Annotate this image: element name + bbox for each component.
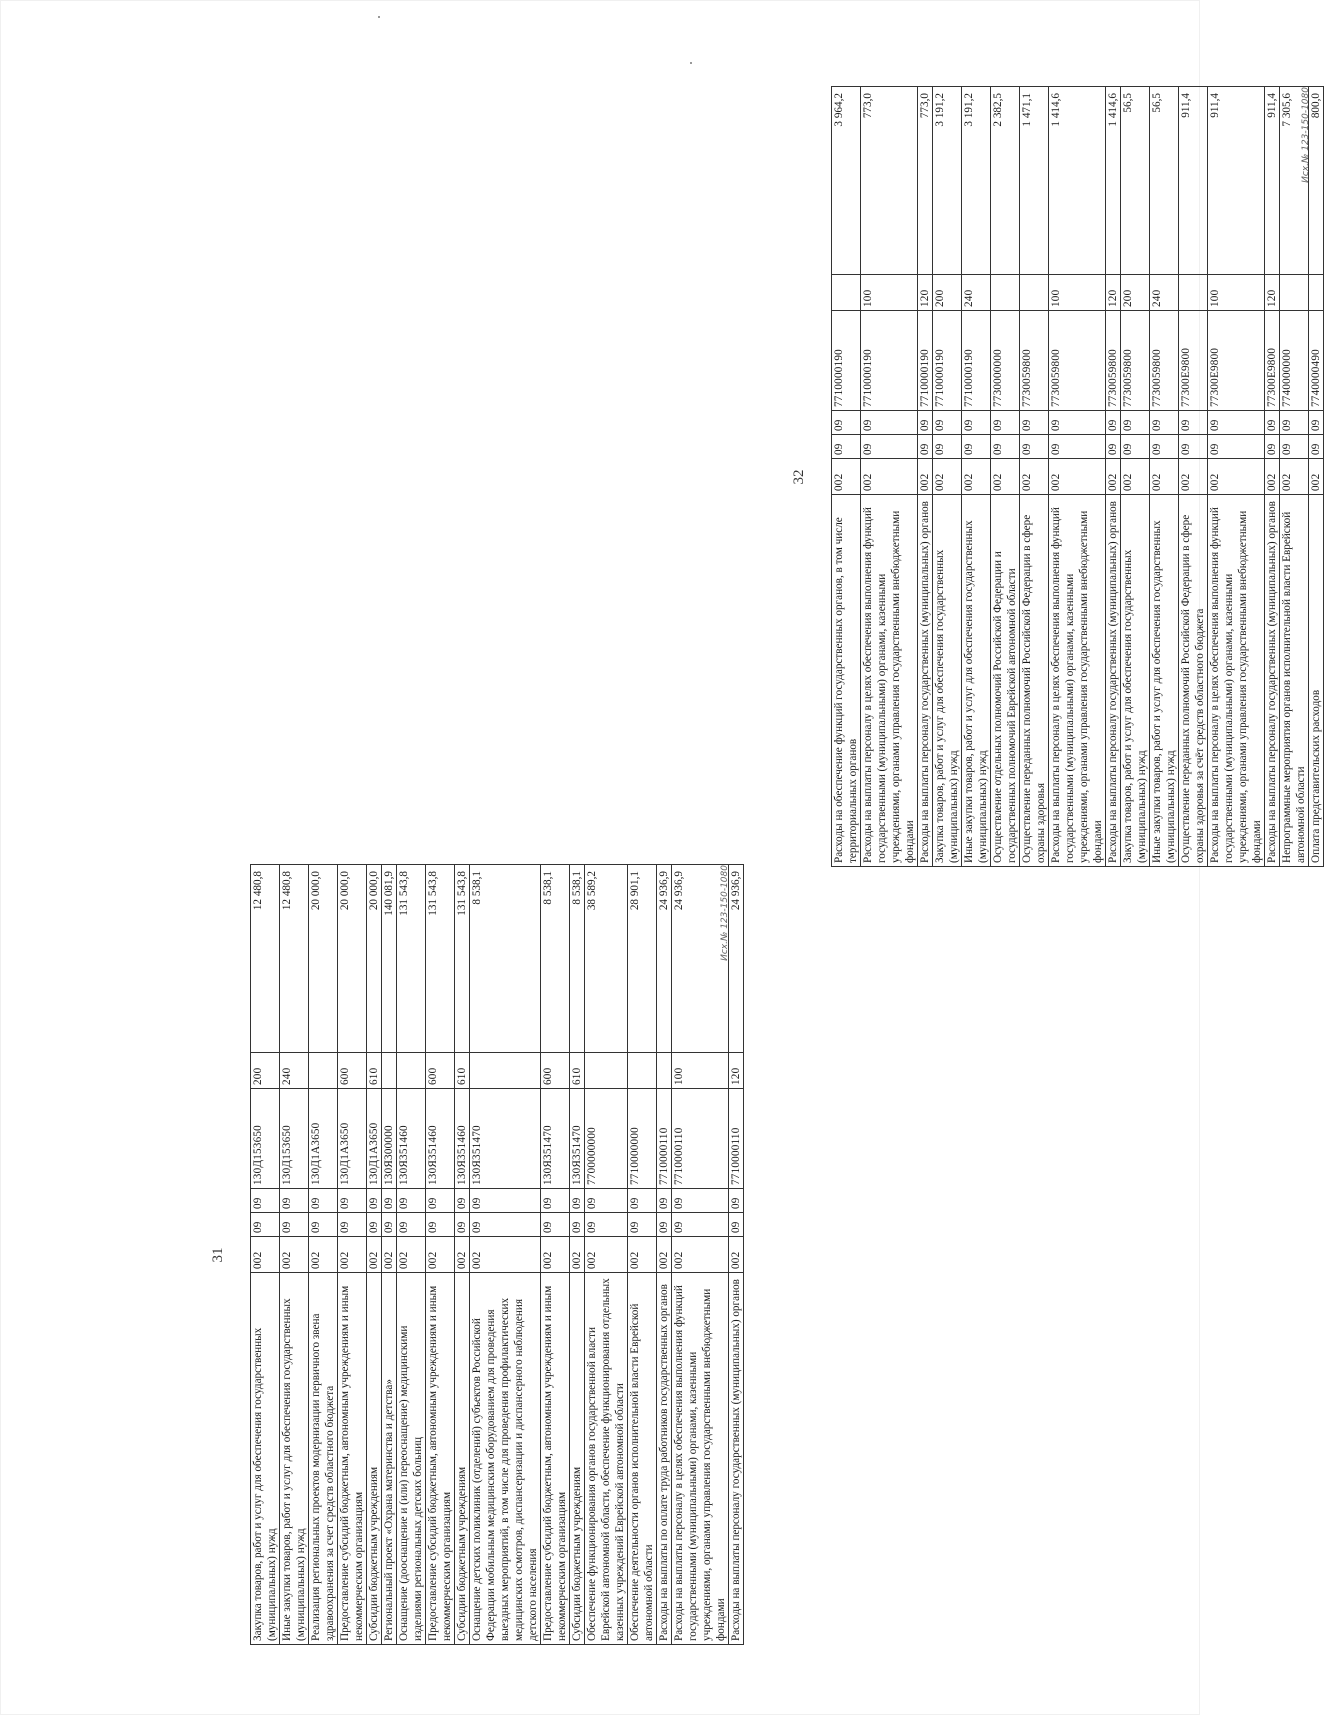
expense-type-cell — [470, 1053, 541, 1089]
section-code-cell: 09 — [1208, 435, 1265, 459]
row-name-cell: Обеспечение деятельности органов исполнительной власти Еврейской автономной области — [628, 1273, 657, 1645]
ved-code-cell: 002 — [1049, 459, 1106, 495]
ved-code-cell: 002 — [1150, 459, 1179, 495]
subsection-code-cell: 09 — [338, 1189, 367, 1213]
ved-code-cell: 002 — [628, 1237, 657, 1273]
expense-type-cell: 600 — [541, 1053, 570, 1089]
row-name-cell: Расходы на выплаты персоналу в целях обеспечения выполнения функций государственными (муниципальными) органами, казенными учреждениями, органами управления государственными внебюджетными фондами — [1049, 495, 1106, 867]
subsection-code-cell: 09 — [367, 1189, 382, 1213]
row-name-cell: Осуществление переданных полномочий Российской Федерации в сфере охраны здоровья за счёт средств областного бюджета — [1179, 495, 1208, 867]
row-name-cell: Иные закупки товаров, работ и услуг для обеспечения государственных (муниципальных) нужд — [1150, 495, 1179, 867]
target-article-cell: 7730059800 — [1106, 311, 1121, 411]
row-name-cell: Расходы на обеспечение функций государственных органов, в том числе территориальных органов — [832, 495, 861, 867]
ved-code-cell: 002 — [1309, 459, 1324, 495]
section-code-cell: 09 — [367, 1213, 382, 1237]
table-row — [1179, 87, 1208, 867]
section-code-cell: 09 — [1309, 435, 1324, 459]
target-article-cell: 7710000190 — [933, 311, 962, 411]
row-name-cell: Закупка товаров, работ и услуг для обеспечения государственных (муниципальных) нужд — [1121, 495, 1150, 867]
amount-cell: 773,0 — [918, 87, 933, 275]
target-article-cell: 130Д1А3650 — [367, 1089, 382, 1189]
section-code-cell: 09 — [1020, 435, 1049, 459]
ved-code-cell: 002 — [991, 459, 1020, 495]
amount-cell: 140 081,9 — [382, 865, 397, 1053]
table-row — [991, 87, 1020, 867]
amount-cell: 131 543,8 — [397, 865, 426, 1053]
amount-cell: 3 191,2 — [933, 87, 962, 275]
section-code-cell: 09 — [672, 1213, 729, 1237]
ved-code-cell: 002 — [570, 1237, 585, 1273]
section-code-cell: 09 — [338, 1213, 367, 1237]
amount-cell: 131 543,8 — [426, 865, 455, 1053]
amount-cell: 8 538,1 — [470, 865, 541, 1053]
expense-type-cell — [832, 275, 861, 311]
section-code-cell: 09 — [729, 1213, 744, 1237]
amount-cell: 24 936,9 — [729, 865, 744, 1053]
table-row — [729, 865, 744, 1645]
row-name-cell: Реализация региональных проектов модернизации первичного звена здравоохранения за счет средств областного бюджета — [309, 1273, 338, 1645]
expense-type-cell: 610 — [455, 1053, 470, 1089]
section-code-cell: 09 — [541, 1213, 570, 1237]
amount-cell: 12 480,8 — [251, 865, 280, 1053]
row-name-cell: Осуществление отдельных полномочий Российской Федерации и государственных полномочий Еврейской автономной области — [991, 495, 1020, 867]
amount-cell: 8 538,1 — [541, 865, 570, 1053]
subsection-code-cell: 09 — [1049, 411, 1106, 435]
section-code-cell: 09 — [397, 1213, 426, 1237]
ved-code-cell: 002 — [933, 459, 962, 495]
table-row — [962, 87, 991, 867]
section-code-cell: 09 — [280, 1213, 309, 1237]
expense-type-cell: 240 — [962, 275, 991, 311]
section-code-cell: 09 — [861, 435, 918, 459]
subsection-code-cell: 09 — [918, 411, 933, 435]
section-code-cell: 09 — [382, 1213, 397, 1237]
row-name-cell: Субсидии бюджетным учреждениям — [455, 1273, 470, 1645]
table-row — [1049, 87, 1106, 867]
table-row — [338, 865, 367, 1645]
target-article-cell: 130Д153650 — [280, 1089, 309, 1189]
subsection-code-cell: 09 — [455, 1189, 470, 1213]
expense-type-cell — [1179, 275, 1208, 311]
row-name-cell: Закупка товаров, работ и услуг для обеспечения государственных (муниципальных) нужд — [933, 495, 962, 867]
ved-code-cell: 002 — [918, 459, 933, 495]
section-code-cell: 09 — [1150, 435, 1179, 459]
amount-cell: 12 480,8 — [280, 865, 309, 1053]
target-article-cell: 7710000110 — [729, 1089, 744, 1189]
amount-cell: 1 414,6 — [1049, 87, 1106, 275]
expense-type-cell — [309, 1053, 338, 1089]
subsection-code-cell: 09 — [1121, 411, 1150, 435]
table-row — [832, 87, 861, 867]
amount-cell: 24 936,9 — [672, 865, 729, 1053]
amount-cell: 773,0 — [861, 87, 918, 275]
scan-speck — [690, 62, 692, 64]
row-name-cell: Расходы на выплаты персоналу государственных (муниципальных) органов — [1106, 495, 1121, 867]
row-name-cell: Расходы на выплаты персоналу в целях обеспечения выполнения функций государственными (муниципальными) органами, казенными учреждениями, органами управления государственными внебюджетными фондами — [861, 495, 918, 867]
row-name-cell: Расходы на выплаты персоналу в целях обеспечения выполнения функций государственными (муниципальными) органами, казенными учреждениями, органами управления государственными внебюджетными фондами — [672, 1273, 729, 1645]
target-article-cell: 7710000000 — [628, 1089, 657, 1189]
table-row — [1280, 87, 1309, 867]
row-name-cell: Расходы на выплаты персоналу государственных (муниципальных) органов — [918, 495, 933, 867]
target-article-cell: 130Я351470 — [570, 1089, 585, 1189]
ved-code-cell: 002 — [657, 1237, 672, 1273]
subsection-code-cell: 09 — [991, 411, 1020, 435]
subsection-code-cell: 09 — [1179, 411, 1208, 435]
subsection-code-cell: 09 — [1150, 411, 1179, 435]
target-article-cell: 7730059800 — [1020, 311, 1049, 411]
expense-type-cell: 600 — [338, 1053, 367, 1089]
table-row — [1150, 87, 1179, 867]
row-name-cell: Региональный проект «Охрана материнства и детства» — [382, 1273, 397, 1645]
target-article-cell: 130Я351470 — [470, 1089, 541, 1189]
section-code-cell: 09 — [426, 1213, 455, 1237]
target-article-cell: 77300Е9800 — [1265, 311, 1280, 411]
table-row — [1020, 87, 1049, 867]
ved-code-cell: 002 — [382, 1237, 397, 1273]
section-code-cell: 09 — [585, 1213, 628, 1237]
row-name-cell: Осуществление переданных полномочий Российской Федерации в сфере охраны здоровья — [1020, 495, 1049, 867]
row-name-cell: Субсидии бюджетным учреждениям — [570, 1273, 585, 1645]
target-article-cell: 130Д1А3650 — [338, 1089, 367, 1189]
target-article-cell: 130Я351460 — [455, 1089, 470, 1189]
subsection-code-cell: 09 — [397, 1189, 426, 1213]
ved-code-cell: 002 — [1121, 459, 1150, 495]
target-article-cell: 7710000190 — [832, 311, 861, 411]
row-name-cell: Предоставление субсидий бюджетным, автономным учреждениям и иным некоммерческим организациям — [541, 1273, 570, 1645]
row-name-cell: Непрограммные мероприятия органов исполнительной власти Еврейской автономной области — [1280, 495, 1309, 867]
section-code-cell: 09 — [628, 1213, 657, 1237]
ved-code-cell: 002 — [309, 1237, 338, 1273]
table-row — [309, 865, 338, 1645]
ved-code-cell: 002 — [861, 459, 918, 495]
table-row — [382, 865, 397, 1645]
ved-code-cell: 002 — [1020, 459, 1049, 495]
amount-cell: 3 964,2 — [832, 87, 861, 275]
page-32 — [791, 87, 1322, 867]
section-code-cell: 09 — [991, 435, 1020, 459]
section-code-cell: 09 — [933, 435, 962, 459]
amount-cell: 38 589,2 — [585, 865, 628, 1053]
row-name-cell: Расходы на выплаты персоналу государственных (муниципальных) органов — [1265, 495, 1280, 867]
expense-type-cell — [585, 1053, 628, 1089]
subsection-code-cell: 09 — [861, 411, 918, 435]
subsection-code-cell: 09 — [962, 411, 991, 435]
subsection-code-cell: 09 — [585, 1189, 628, 1213]
target-article-cell: 7710000110 — [657, 1089, 672, 1189]
subsection-code-cell: 09 — [1309, 411, 1324, 435]
row-name-cell: Предоставление субсидий бюджетным, автономным учреждениям и иным некоммерческим организациям — [338, 1273, 367, 1645]
ved-code-cell: 002 — [367, 1237, 382, 1273]
row-name-cell: Расходы на выплаты по оплате труда работников государственных органов — [657, 1273, 672, 1645]
ved-code-cell: 002 — [962, 459, 991, 495]
target-article-cell: 7740000000 — [1280, 311, 1309, 411]
section-code-cell: 09 — [309, 1213, 338, 1237]
amount-cell: 20 000,0 — [367, 865, 382, 1053]
amount-cell: 800,0 — [1309, 87, 1324, 275]
section-code-cell: 09 — [962, 435, 991, 459]
target-article-cell: 130Д153650 — [251, 1089, 280, 1189]
row-name-cell: Расходы на выплаты персоналу в целях обеспечения выполнения функций государственными (муниципальными) органами, казенными учреждениями, органами управления государственными внебюджетными фондами — [1208, 495, 1265, 867]
row-name-cell: Оснащение детских поликлиник (отделений) субъектов Российской Федерации мобильным медицинским оборудованием для проведения выездных мероприятий, в том числе для проведения профилактических медицинских осмотров, диспансеризации и диспансерного наблюдения детского населения — [470, 1273, 541, 1645]
expense-type-cell: 240 — [1150, 275, 1179, 311]
amount-cell: 8 538,1 — [570, 865, 585, 1053]
table-row — [861, 87, 918, 867]
amount-cell: 20 000,0 — [309, 865, 338, 1053]
amount-cell: 911,4 — [1265, 87, 1280, 275]
footer-stamp: Исх.№ 123-150-1080 — [1301, 87, 1311, 183]
expense-type-cell: 200 — [933, 275, 962, 311]
subsection-code-cell: 09 — [382, 1189, 397, 1213]
ved-code-cell: 002 — [832, 459, 861, 495]
amount-cell: 3 191,2 — [962, 87, 991, 275]
subsection-code-cell: 09 — [251, 1189, 280, 1213]
expense-type-cell: 100 — [672, 1053, 729, 1089]
table-row — [455, 865, 470, 1645]
ved-code-cell: 002 — [280, 1237, 309, 1273]
ved-code-cell: 002 — [397, 1237, 426, 1273]
footer-stamp: Исх.№ 123-150-1080 — [720, 865, 730, 961]
table-row — [541, 865, 570, 1645]
section-code-cell: 09 — [251, 1213, 280, 1237]
expense-type-cell — [628, 1053, 657, 1089]
section-code-cell: 09 — [1049, 435, 1106, 459]
ved-code-cell: 002 — [1280, 459, 1309, 495]
ved-code-cell: 002 — [470, 1237, 541, 1273]
table-row — [570, 865, 585, 1645]
expense-type-cell: 100 — [1208, 275, 1265, 311]
budget-table-body — [832, 87, 1324, 867]
row-name-cell: Расходы на выплаты персоналу государственных (муниципальных) органов — [729, 1273, 744, 1645]
expense-type-cell: 610 — [367, 1053, 382, 1089]
expense-type-cell: 240 — [280, 1053, 309, 1089]
expense-type-cell: 610 — [570, 1053, 585, 1089]
target-article-cell: 7710000110 — [672, 1089, 729, 1189]
section-code-cell: 09 — [832, 435, 861, 459]
row-name-cell: Субсидии бюджетным учреждениям — [367, 1273, 382, 1645]
section-code-cell: 09 — [918, 435, 933, 459]
expense-type-cell: 120 — [1265, 275, 1280, 311]
subsection-code-cell: 09 — [1265, 411, 1280, 435]
expense-type-cell: 100 — [1049, 275, 1106, 311]
table-row — [397, 865, 426, 1645]
amount-cell: 20 000,0 — [338, 865, 367, 1053]
subsection-code-cell: 09 — [1020, 411, 1049, 435]
subsection-code-cell: 09 — [1208, 411, 1265, 435]
table-row — [280, 865, 309, 1645]
amount-cell: 911,4 — [1179, 87, 1208, 275]
row-name-cell: Предоставление субсидий бюджетным, автономным учреждениям и иным некоммерческим организациям — [426, 1273, 455, 1645]
page-31 — [210, 865, 742, 1645]
amount-cell: 131 543,8 — [455, 865, 470, 1053]
expense-type-cell: 120 — [1106, 275, 1121, 311]
target-article-cell: 130Я351460 — [426, 1089, 455, 1189]
table-row — [251, 865, 280, 1645]
table-row — [1309, 87, 1324, 867]
section-code-cell: 09 — [657, 1213, 672, 1237]
ved-code-cell: 002 — [541, 1237, 570, 1273]
amount-cell: 56,5 — [1121, 87, 1150, 275]
ved-code-cell: 002 — [1179, 459, 1208, 495]
ved-code-cell: 002 — [1265, 459, 1280, 495]
amount-cell: 911,4 — [1208, 87, 1265, 275]
target-article-cell: 7700000000 — [585, 1089, 628, 1189]
subsection-code-cell: 09 — [280, 1189, 309, 1213]
budget-table-body — [251, 865, 744, 1645]
amount-cell: 2 382,5 — [991, 87, 1020, 275]
table-row — [628, 865, 657, 1645]
subsection-code-cell: 09 — [1280, 411, 1309, 435]
expense-type-cell — [1309, 275, 1324, 311]
row-name-cell: Оплата представительских расходов — [1309, 495, 1324, 867]
ved-code-cell: 002 — [729, 1237, 744, 1273]
target-article-cell: 130Я300000 — [382, 1089, 397, 1189]
expense-type-cell — [657, 1053, 672, 1089]
table-row — [585, 865, 628, 1645]
row-name-cell: Закупка товаров, работ и услуг для обеспечения государственных (муниципальных) нужд — [251, 1273, 280, 1645]
table-row — [426, 865, 455, 1645]
expense-type-cell — [991, 275, 1020, 311]
page-number: 32 — [791, 469, 807, 485]
table-row — [672, 865, 729, 1645]
expense-type-cell: 120 — [918, 275, 933, 311]
subsection-code-cell: 09 — [309, 1189, 338, 1213]
amount-cell: 1 471,1 — [1020, 87, 1049, 275]
row-name-cell: Иные закупки товаров, работ и услуг для обеспечения государственных (муниципальных) нужд — [280, 1273, 309, 1645]
table-row — [918, 87, 933, 867]
table-row — [470, 865, 541, 1645]
expense-type-cell — [397, 1053, 426, 1089]
section-code-cell: 09 — [1280, 435, 1309, 459]
ved-code-cell: 002 — [251, 1237, 280, 1273]
table-row — [657, 865, 672, 1645]
subsection-code-cell: 09 — [426, 1189, 455, 1213]
target-article-cell: 7730059800 — [1121, 311, 1150, 411]
section-code-cell: 09 — [470, 1213, 541, 1237]
ved-code-cell: 002 — [338, 1237, 367, 1273]
table-row — [1106, 87, 1121, 867]
expense-type-cell — [1020, 275, 1049, 311]
section-code-cell: 09 — [1106, 435, 1121, 459]
target-article-cell: 77300Е9800 — [1208, 311, 1265, 411]
ved-code-cell: 002 — [1208, 459, 1265, 495]
amount-cell: 7 305,6 — [1280, 87, 1309, 275]
expense-type-cell: 600 — [426, 1053, 455, 1089]
target-article-cell: 130Я351470 — [541, 1089, 570, 1189]
row-name-cell: Обеспечение функционирования органов государственной власти Еврейской автономной области, обеспечение функционирования отдельных казенных учреждений Еврейской автономной области — [585, 1273, 628, 1645]
target-article-cell: 7710000190 — [962, 311, 991, 411]
section-code-cell: 09 — [570, 1213, 585, 1237]
target-article-cell: 7730000000 — [991, 311, 1020, 411]
target-article-cell: 7710000190 — [918, 311, 933, 411]
table-row — [1121, 87, 1150, 867]
target-article-cell: 77300Е9800 — [1179, 311, 1208, 411]
budget-table — [831, 86, 1324, 867]
table-row — [1208, 87, 1265, 867]
row-name-cell: Оснащение (дооснащение и (или) переоснащение) медицинскими изделиями региональных детских больниц — [397, 1273, 426, 1645]
table-row — [1265, 87, 1280, 867]
subsection-code-cell: 09 — [933, 411, 962, 435]
target-article-cell: 130Я351460 — [397, 1089, 426, 1189]
subsection-code-cell: 09 — [729, 1189, 744, 1213]
section-code-cell: 09 — [1265, 435, 1280, 459]
table-row — [367, 865, 382, 1645]
expense-type-cell — [1280, 275, 1309, 311]
amount-cell: 28 901,1 — [628, 865, 657, 1053]
expense-type-cell: 200 — [251, 1053, 280, 1089]
expense-type-cell: 100 — [861, 275, 918, 311]
subsection-code-cell: 09 — [541, 1189, 570, 1213]
subsection-code-cell: 09 — [628, 1189, 657, 1213]
ved-code-cell: 002 — [426, 1237, 455, 1273]
target-article-cell: 130Д1А3650 — [309, 1089, 338, 1189]
amount-cell: 24 936,9 — [657, 865, 672, 1053]
ved-code-cell: 002 — [1106, 459, 1121, 495]
table-row — [933, 87, 962, 867]
scan-speck — [378, 16, 380, 18]
page-number: 31 — [210, 1247, 226, 1263]
expense-type-cell: 200 — [1121, 275, 1150, 311]
subsection-code-cell: 09 — [1106, 411, 1121, 435]
section-code-cell: 09 — [1121, 435, 1150, 459]
ved-code-cell: 002 — [585, 1237, 628, 1273]
subsection-code-cell: 09 — [832, 411, 861, 435]
budget-table — [250, 864, 744, 1645]
subsection-code-cell: 09 — [470, 1189, 541, 1213]
target-article-cell: 7710000190 — [861, 311, 918, 411]
section-code-cell: 09 — [1179, 435, 1208, 459]
ved-code-cell: 002 — [455, 1237, 470, 1273]
subsection-code-cell: 09 — [672, 1189, 729, 1213]
expense-type-cell — [382, 1053, 397, 1089]
amount-cell: 1 414,6 — [1106, 87, 1121, 275]
ved-code-cell: 002 — [672, 1237, 729, 1273]
target-article-cell: 7730059800 — [1049, 311, 1106, 411]
target-article-cell: 7730059800 — [1150, 311, 1179, 411]
amount-cell: 56,5 — [1150, 87, 1179, 275]
subsection-code-cell: 09 — [570, 1189, 585, 1213]
subsection-code-cell: 09 — [657, 1189, 672, 1213]
section-code-cell: 09 — [455, 1213, 470, 1237]
expense-type-cell: 120 — [729, 1053, 744, 1089]
row-name-cell: Иные закупки товаров, работ и услуг для обеспечения государственных (муниципальных) нужд — [962, 495, 991, 867]
target-article-cell: 7740000490 — [1309, 311, 1324, 411]
